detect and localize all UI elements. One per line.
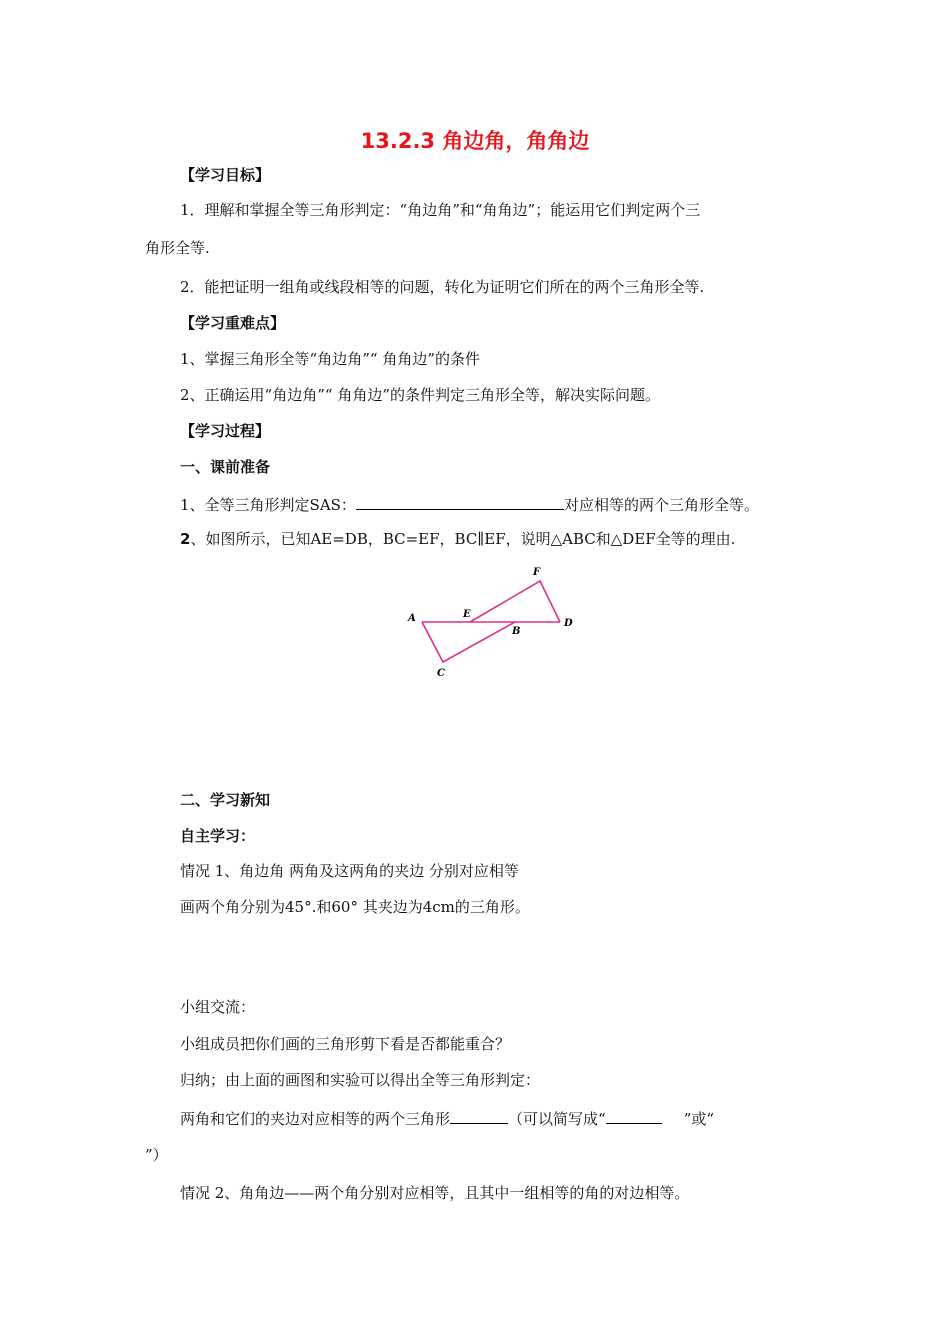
keypoints-header: 【学习重难点】: [180, 314, 286, 332]
case-1: 情况 1、角边角 两角及这两角的夹边 分别对应相等: [180, 862, 519, 880]
conclusion: [180, 1107, 714, 1129]
label-c: C: [437, 668, 445, 679]
case-2: 情况 2、角角边——两个角分别对应相等，且其中一组相等的角的对边相等。: [180, 1184, 690, 1202]
answer-blank[interactable]: [606, 1107, 662, 1124]
self-study-label: 自主学习：: [180, 827, 256, 845]
label-a: A: [408, 613, 416, 624]
page-title: 13.2.3 角边角，角角边: [360, 129, 590, 153]
draw-instruction: 画两个角分别为45°.和60° 其夹边为4cm的三角形。: [180, 898, 530, 916]
answer-blank[interactable]: [356, 493, 564, 510]
group-text: 小组成员把你们画的三角形剪下看是否都能重合？: [180, 1035, 511, 1053]
label-d: D: [564, 618, 573, 629]
objective-1b: 角形全等.: [145, 239, 210, 257]
prep-1-before: 1、全等三角形判定SAS：: [180, 496, 356, 514]
label-e: E: [463, 609, 471, 620]
label-b: B: [512, 626, 521, 637]
triangle-def: [470, 581, 560, 622]
prep-header: 一、课前准备: [180, 458, 271, 476]
new-knowledge-header: 二、学习新知: [180, 791, 271, 809]
summary: 归纳；由上面的画图和实验可以得出全等三角形判定：: [180, 1071, 541, 1089]
geometry-figure: [395, 560, 595, 685]
prep-1-after: 对应相等的两个三角形全等。: [563, 496, 759, 514]
conclusion-end: ”）: [145, 1146, 168, 1164]
keypoint-2: 2、正确运用“角边角”“ 角角边”的条件判定三角形全等，解决实际问题。: [180, 386, 660, 404]
group-header: 小组交流：: [180, 998, 256, 1016]
objective-2: 2．能把证明一组角或线段相等的问题，转化为证明它们所在的两个三角形全等.: [180, 278, 705, 296]
prep-2-text: 、如图所示，已知AE=DB，BC=EF，BC∥EF，说明△ABC和△DEF全等的理由.: [190, 530, 736, 548]
conclusion-c: ”或“: [683, 1110, 715, 1128]
label-f: F: [533, 567, 541, 578]
objective-1a: 1．理解和掌握全等三角形判定：“角边角”和“角角边”；能运用它们判定两个三: [180, 201, 701, 219]
objectives-header: 【学习目标】: [180, 166, 271, 184]
answer-blank[interactable]: [450, 1107, 508, 1124]
prep-item-2: [180, 529, 735, 549]
prep-item-1: [180, 493, 759, 515]
process-header: 【学习过程】: [180, 422, 271, 440]
keypoint-1: 1、掌握三角形全等“角边角”“ 角角边”的条件: [180, 350, 480, 368]
conclusion-b: （可以简写成“: [508, 1110, 606, 1128]
conclusion-a: 两角和它们的夹边对应相等的两个三角形: [180, 1110, 451, 1128]
triangle-abc: [422, 622, 515, 662]
prep-2-number: 2: [180, 530, 191, 548]
